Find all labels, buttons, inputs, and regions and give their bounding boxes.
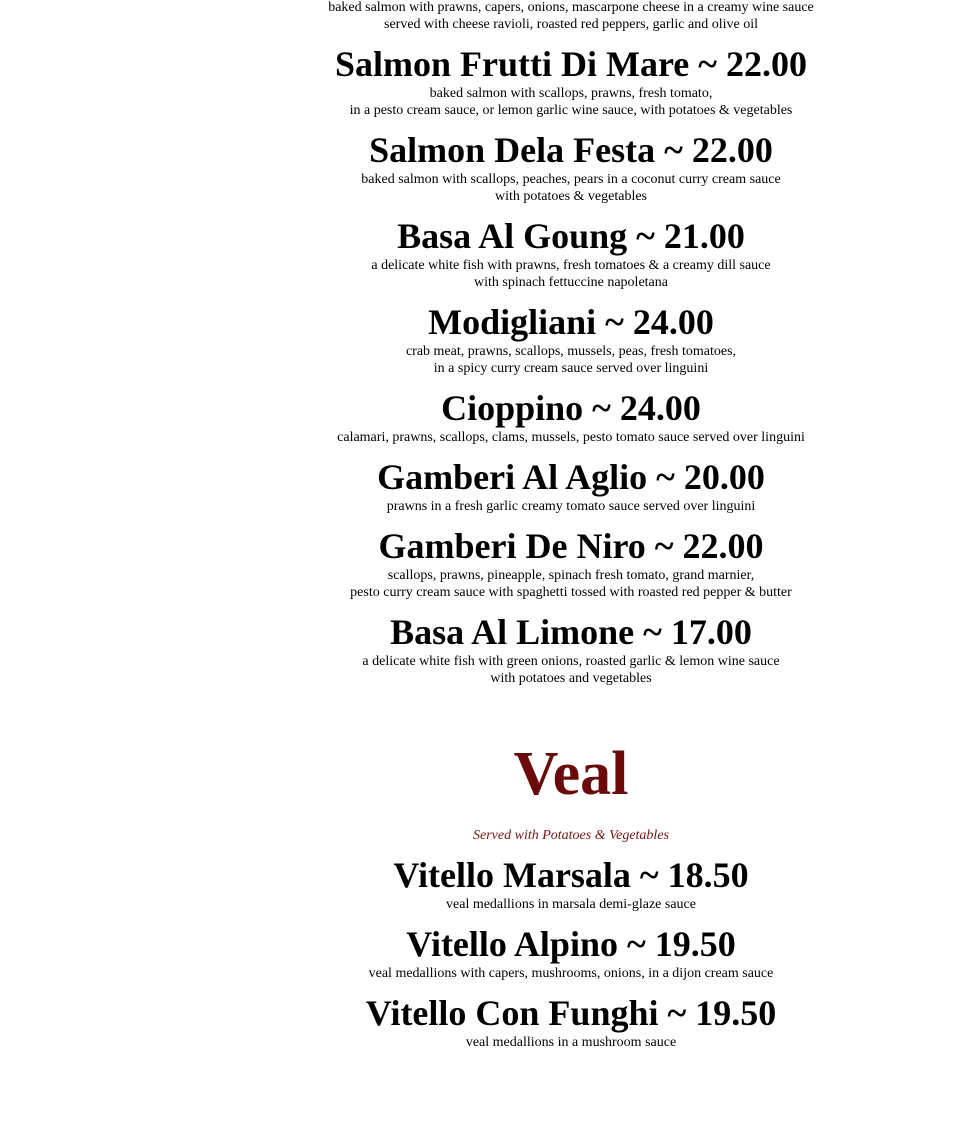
- menu-item: [301, 215, 841, 291]
- item-description: veal medallions with capers, mushrooms, onions, in a dijon cream sauce: [368, 966, 774, 981]
- menu-item: [301, 923, 841, 982]
- menu-item-title: Basa Al Goung ~ 21.00: [397, 216, 745, 256]
- item-description: baked salmon with prawns, capers, onions, mascarpone cheese in a creamy wine sauce: [328, 0, 814, 15]
- menu-item-title: Vitello Alpino ~ 19.50: [406, 924, 736, 964]
- item-description: baked salmon with scallops, peaches, pears in a coconut curry cream sauce: [361, 172, 781, 187]
- menu-item-title: Vitello Marsala ~ 18.50: [393, 855, 749, 895]
- item-description: with potatoes & vegetables: [494, 189, 648, 204]
- menu-item: [301, 43, 841, 119]
- item-description: with potatoes and vegetables: [490, 671, 652, 686]
- menu-item-title: Cioppino ~ 24.00: [441, 388, 701, 428]
- item-description: veal medallions in a mushroom sauce: [465, 1035, 677, 1050]
- item-description: baked salmon with scallops, prawns, fresh tomato,: [429, 86, 713, 101]
- item-description: veal medallions in marsala demi-glaze sauce: [446, 897, 696, 912]
- item-description: with spinach fettuccine napoletana: [474, 275, 668, 290]
- menu-item-title: Gamberi Al Aglio ~ 20.00: [377, 457, 765, 497]
- menu-item: [301, 611, 841, 687]
- menu-item-title: Salmon Dela Festa ~ 22.00: [369, 130, 773, 170]
- item-description: in a spicy curry cream sauce served over linguini: [433, 361, 709, 376]
- item-description: scallops, prawns, pineapple, spinach fresh tomato, grand marnier,: [387, 568, 755, 583]
- item-description: a delicate white fish with prawns, fresh tomatoes & a creamy dill sauce: [371, 258, 771, 273]
- item-description: pesto curry cream sauce with spaghetti tossed with roasted red pepper & butter: [350, 585, 792, 600]
- menu-item: [301, 456, 841, 515]
- menu-item: [301, 129, 841, 205]
- menu-item: [301, 387, 841, 446]
- menu-item-title: Basa Al Limone ~ 17.00: [390, 612, 752, 652]
- menu-item: [301, 854, 841, 913]
- menu-item: [301, 301, 841, 377]
- menu-item-title: Modigliani ~ 24.00: [428, 302, 714, 342]
- item-description: calamari, prawns, scallops, clams, mussels, pesto tomato sauce served over linguini: [337, 430, 805, 445]
- section-title: Veal: [513, 740, 629, 808]
- menu-item-title: Salmon Frutti Di Mare ~ 22.00: [334, 44, 807, 84]
- item-description: served with cheese ravioli, roasted red peppers, garlic and olive oil: [384, 17, 758, 32]
- item-description: in a pesto cream sauce, or lemon garlic wine sauce, with potatoes & vegetables: [349, 103, 793, 118]
- section-subtitle: Served with Potatoes & Vegetables: [473, 828, 669, 843]
- item-description: a delicate white fish with green onions, roasted garlic & lemon wine sauce: [362, 654, 780, 669]
- menu-column: [301, 0, 841, 1051]
- item-description: prawns in a fresh garlic creamy tomato sauce served over linguini: [386, 499, 756, 514]
- menu-item: [301, 525, 841, 601]
- menu-item-title: Vitello Con Funghi ~ 19.50: [365, 993, 777, 1033]
- menu-item: [301, 992, 841, 1051]
- item-description: crab meat, prawns, scallops, mussels, peas, fresh tomatoes,: [405, 344, 737, 359]
- menu-item-title: Gamberi De Niro ~ 22.00: [378, 526, 764, 566]
